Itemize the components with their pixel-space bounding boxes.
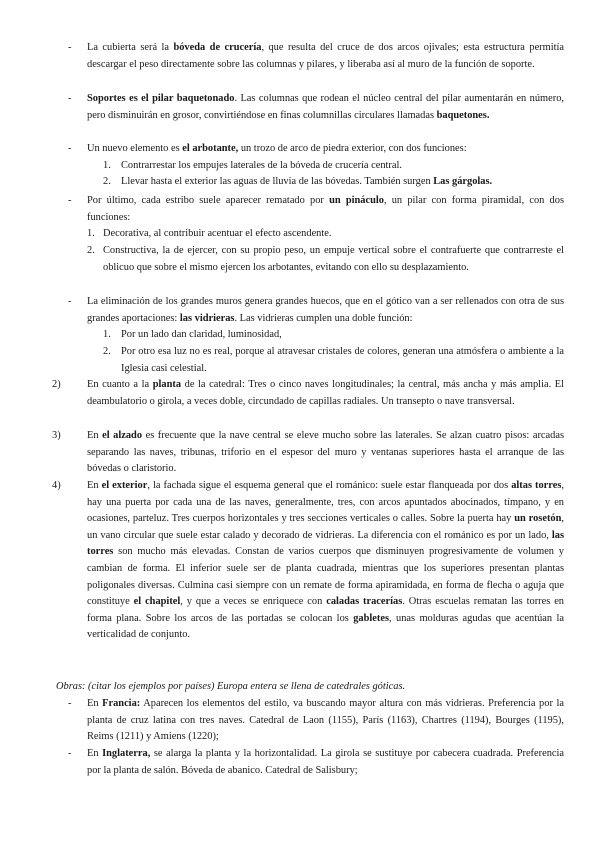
paragraph-inglaterra: En Inglaterra, se alarga la planta y la horizontalidad. La girola se sustituye por cabecera cuadrada. Preferencia por la planta de salón. Bóveda de abanico. Catedral de Salisbury; (87, 748, 565, 776)
bullet-marker: - (68, 195, 72, 206)
section-number: 3) (52, 430, 61, 441)
sublist-number: 2. (103, 346, 111, 357)
paragraph-francia: En Francia: Aparecen los elementos del estilo, va buscando mayor altura con más vidrieras. Preferencia por la planta de cruz latina con tres naves. Catedral de Laon (1155), París (1163), Chartres (1194), Bourges (1195), Reims (1211) y Amiens (1220); (87, 698, 564, 743)
sublist-item: Contrarrestar los empujes laterales de la bóveda de crucería central. (121, 160, 402, 171)
sublist-number: 2. (87, 245, 95, 256)
sublist-item: Decorativa, al contribuir acentuar el efecto ascendente. (103, 228, 332, 239)
sublist-item: Constructiva, la de ejercer, con su propio peso, un empuje vertical sobre el contrafuerte que contrarreste el oblicuo que sobre el mismo ejercen los arbotantes, evitando con ello su desplazamiento. (103, 245, 564, 273)
paragraph-vidrieras: La eliminación de los grandes muros genera grandes huecos, que en el gótico van a ser rellenados con otra de sus grandes aportaciones: las vidrieras. Las vidrieras cumplen una doble función: (87, 296, 564, 324)
paragraph-pinaculo: Por último, cada estribo suele aparecer rematado por un pináculo, un pilar con forma piramidal, con dos funciones: (87, 195, 564, 223)
paragraph-planta: En cuanto a la planta de la catedral: Tres o cinco naves longitudinales; la central, más ancha y más amplia. El deambulatorio o girola, a veces doble, circundado de capillas radiales. Un transepto o nave transversal. (87, 379, 564, 407)
bullet-marker: - (68, 698, 72, 709)
bullet-marker: - (68, 93, 72, 104)
paragraph-boveda: La cubierta será la bóveda de crucería, que resulta del cruce de dos arcos ojivales; esta estructura permitía descargar el peso directamente sobre las columnas y pilares, y liberaba así al muro de la función de soporte. (87, 42, 564, 70)
sublist-number: 2. (103, 176, 111, 187)
bullet-marker: - (68, 42, 72, 53)
obras-heading: Obras: (citar los ejemplos por países) Europa entera se llena de catedrales góticas. (56, 681, 406, 692)
bullet-marker: - (68, 296, 72, 307)
bullet-marker: - (68, 143, 72, 154)
paragraph-alzado: En el alzado es frecuente que la nave central se eleve mucho sobre las laterales. Se alzan cuatro pisos: arcadas separando las naves, tribunas, triforio en el espesor del muro y ventanas superiores hasta el arranque de las bóvedas o claristorio. (87, 430, 564, 475)
sublist-item: Por un lado dan claridad, luminosidad, (121, 329, 282, 340)
paragraph-arbotante: Un nuevo elemento es el arbotante, un trozo de arco de piedra exterior, con dos funciones: (87, 143, 467, 154)
bullet-marker: - (68, 748, 72, 759)
sublist-item: Por otro esa luz no es real, porque al atravesar cristales de colores, generan una atmósfera o ambiente a la Iglesia casi celestial. (121, 346, 564, 374)
sublist-number: 1. (87, 228, 95, 239)
section-number: 2) (52, 379, 61, 390)
sublist-item: Llevar hasta el exterior las aguas de lluvia de las bóvedas. También surgen Las gárgolas. (121, 176, 493, 187)
section-number: 4) (52, 480, 61, 491)
paragraph-exterior: En el exterior, la fachada sigue el esquema general que el románico: suele estar flanqueada por dos altas torres, hay una puerta por cada una de las naves, generalmente, tres, con arcos apuntados abocinados, tímpano, y en ocasiones, parteluz. Tres cuerpos horizontales y tres secciones verticales o calles. Sobre la puerta hay un rosetón, un vano circular que suele estar calado y decorado de vidrieras. La diferencia con el románico es por un lado, las torres son mucho más elevadas. Constan de varios cuerpos que disminuyen progresivamente de volumen y cambian de forma. El inferior suele ser de planta cuadrada, mientras que los superiores presentan plantas poligonales diversas. Culmina casi siempre con un remate de forma apiramidada, en forma de flecha o aguja que constituye el chapitel, y que a veces se enriquece con caladas tracerías. Otras escuelas rematan las torres en forma plana. Sobre los arcos de las portadas se colocan los gabletes, unas molduras agudas que acentúan la verticalidad de conjunto. (87, 480, 564, 641)
sublist-number: 1. (103, 160, 111, 171)
sublist-number: 1. (103, 329, 111, 340)
paragraph-soportes: Soportes es el pilar baquetonado. Las columnas que rodean el núcleo central del pilar aumentarán en número, pero disminuirán en grosor, convirtiéndose en finas columnillas circulares llamadas baquetones. (87, 93, 564, 121)
